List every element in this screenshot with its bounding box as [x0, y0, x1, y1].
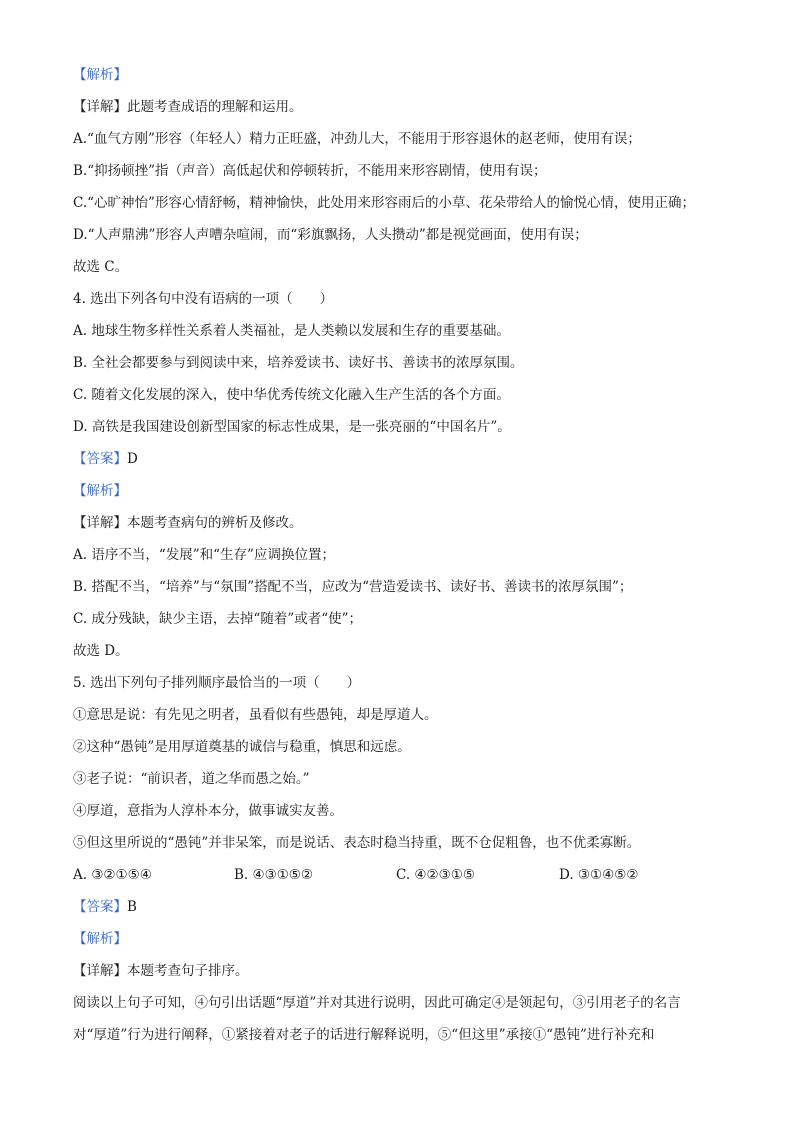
analysis-tag: 【解析】 — [73, 931, 127, 947]
q5-sentence-2: ②这种“愚钝”是用厚道奠基的诚信与稳重，慎思和远虑。 — [73, 739, 411, 755]
q5-option-d: D. ③①④⑤② — [559, 867, 639, 883]
q4-analysis-c: C. 成分残缺，缺少主语，去掉“随着”或者“使”； — [73, 611, 363, 627]
q4-option-b: B. 全社会都要参与到阅读中来，培养爱读书、读好书、善读书的浓厚氛围。 — [73, 355, 524, 371]
q4-analysis-a: A. 语序不当，“发展”和“生存”应调换位置； — [73, 547, 335, 563]
q5-option-c: C. ④②③①⑤ — [396, 867, 475, 883]
answer-tag: 【答案】 — [73, 899, 127, 915]
q3-analysis-c: C.“心旷神怡”形容心情舒畅，精神愉快，此处用来形容雨后的小草、花朵带给人的愉悦心情，使用正确； — [73, 195, 695, 211]
q5-analysis-heading — [73, 930, 127, 948]
detail-text: 本题考查句子排序。 — [127, 963, 249, 979]
answer-tag: 【答案】 — [73, 451, 127, 467]
q3-analysis-a: A.“血气方刚”形容（年轻人）精力正旺盛，冲劲儿大，不能用于形容退休的赵老师，使用有误； — [73, 131, 641, 147]
answer-value: B — [127, 899, 137, 915]
q3-analysis-d: D.“人声鼎沸”形容人声嘈杂喧闹，而“彩旗飘扬，人头攒动”都是视觉画面，使用有误； — [73, 227, 588, 243]
q5-sentence-3: ③老子说：“前识者，道之华而愚之始。” — [73, 771, 310, 787]
analysis-tag: 【解析】 — [73, 67, 127, 83]
q5-stem: 5. 选出下列句子排列顺序最恰当的一项（ ） — [73, 675, 361, 691]
detail-tag: 【详解】 — [73, 515, 127, 531]
q3-conclusion: 故选 C。 — [73, 259, 129, 275]
q4-conclusion: 故选 D。 — [73, 643, 129, 659]
q4-stem: 4. 选出下列各句中没有语病的一项（ ） — [73, 291, 334, 307]
q5-paragraph-line-2: 对“厚道”行为进行阐释，①紧接着对老子的话进行解释说明，⑤“但这里”承接①“愚钝”进行补充和 — [73, 1027, 655, 1043]
q5-sentence-5: ⑤但这里所说的“愚钝”并非呆笨，而是说话、表态时稳当持重，既不仓促粗鲁，也不优柔寡断。 — [73, 835, 641, 851]
q4-answer-line — [73, 450, 138, 468]
q5-detail-line — [73, 962, 249, 980]
q3-analysis-heading — [73, 66, 127, 84]
q5-paragraph-line-1: 阅读以上句子可知，④句引出话题“厚道”并对其进行说明，因此可确定④是领起句，③引用老子的名言 — [73, 995, 681, 1011]
detail-text: 本题考查病句的辨析及修改。 — [127, 515, 303, 531]
q4-detail-line — [73, 514, 303, 532]
q3-detail-line — [73, 98, 303, 116]
q4-analysis-heading — [73, 482, 127, 500]
q4-option-c: C. 随着文化发展的深入，使中华优秀传统文化融入生产生活的各个方面。 — [73, 387, 510, 403]
q4-option-a: A. 地球生物多样性关系着人类福祉，是人类赖以发展和生存的重要基础。 — [73, 323, 510, 339]
q5-answer-line — [73, 898, 137, 916]
q5-sentence-4: ④厚道，意指为人淳朴本分，做事诚实友善。 — [73, 803, 343, 819]
q5-option-b: B. ④③①⑤② — [234, 867, 314, 883]
detail-text: 此题考查成语的理解和运用。 — [127, 99, 303, 115]
q4-analysis-b: B. 搭配不当，“培养”与“氛围”搭配不当，应改为“营造爱读书、读好书、善读书的浓厚氛围”； — [73, 579, 633, 595]
q3-analysis-b: B.“抑扬顿挫”指（声音）高低起伏和停顿转折，不能用来形容剧情，使用有误； — [73, 163, 547, 179]
detail-tag: 【详解】 — [73, 963, 127, 979]
analysis-tag: 【解析】 — [73, 483, 127, 499]
detail-tag: 【详解】 — [73, 99, 127, 115]
q5-option-a: A. ③②①⑤④ — [73, 867, 152, 883]
q5-sentence-1: ①意思是说：有先见之明者，虽看似有些愚钝，却是厚道人。 — [73, 707, 438, 723]
answer-value: D — [127, 451, 138, 467]
q4-option-d: D. 高铁是我国建设创新型国家的标志性成果，是一张亮丽的“中国名片”。 — [73, 419, 511, 435]
